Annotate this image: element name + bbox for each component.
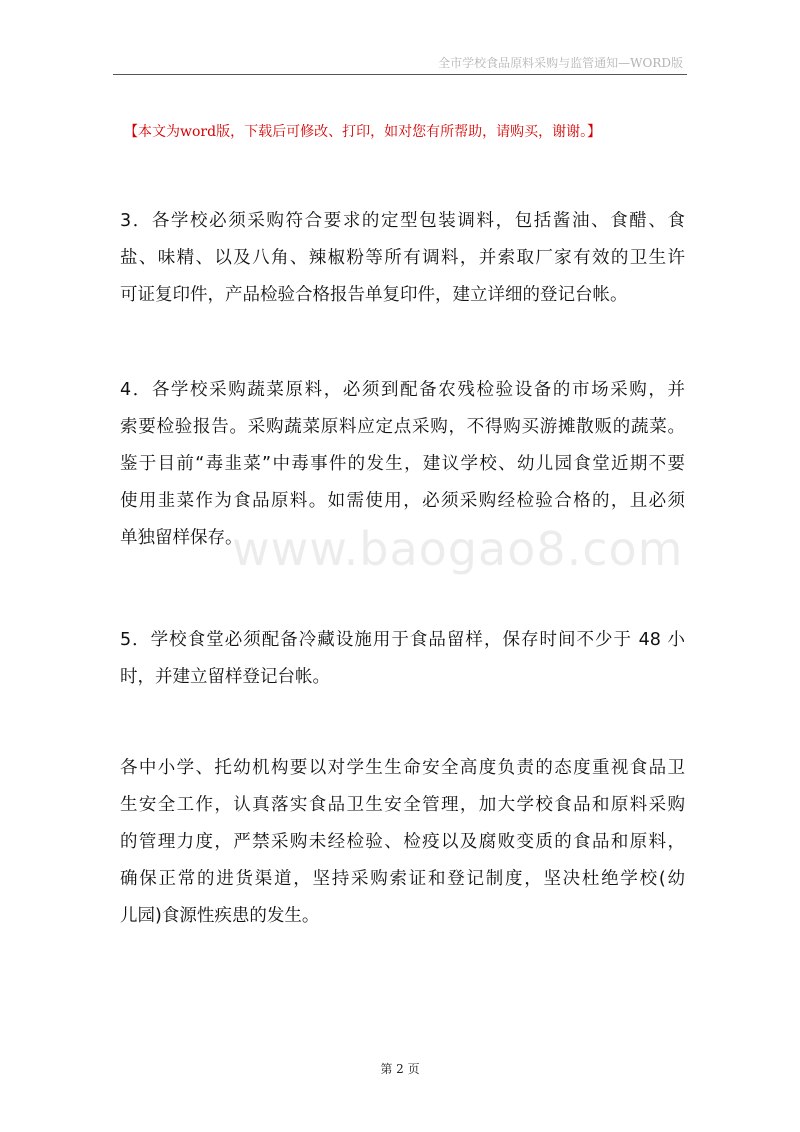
paragraph-line: 4．各学校采购蔬菜原料，必须到配备农残检验设备的市场采购，并 [120,380,685,400]
paragraph-line: 生安全工作，认真落实食品卫生安全管理，加大学校食品和原料采购 [120,795,685,815]
paragraph-line: 鉴于目前“毒韭菜”中毒事件的发生，建议学校、幼儿园食堂近期不要 [120,454,685,474]
paragraph-line: 各中小学、托幼机构要以对学生生命安全高度负责的态度重视食品卫 [120,758,685,778]
page-header-title: 全市学校食品原料采购与监管通知—WORD版 [438,56,683,70]
paragraph-line: 使用韭菜作为食品原料。如需使用，必须采购经检验合格的，且必须 [120,491,685,511]
paragraph-line: 盐、味精、以及八角、辣椒粉等所有调料，并索取厂家有效的卫生许 [120,248,685,268]
purchase-notice: 【本文为word版，下载后可修改、打印，如对您有所帮助，请购买，谢谢。】 [124,124,602,140]
paragraph-line: 儿园)食源性疾患的发生。 [120,906,320,926]
page-number: 第 2 页 [380,1062,420,1076]
watermark: www.baogao8.com [232,522,684,576]
paragraph-line: 的管理力度，严禁采购未经检验、检疫以及腐败变质的食品和原料， [120,832,685,852]
paragraph-line: 单独留样保存。 [120,528,243,548]
paragraph-line: 3．各学校必须采购符合要求的定型包装调料，包括酱油、食醋、食 [120,211,685,231]
paragraph-line: 时，并建立留样登记台帐。 [120,667,330,687]
paragraph-line: 5．学校食堂必须配备冷藏设施用于食品留样，保存时间不少于 48 小 [120,630,685,650]
paragraph-item-5 [120,622,685,696]
paragraph-item-3 [120,203,685,314]
paragraph-line: 可证复印件，产品检验合格报告单复印件，建立详细的登记台帐。 [120,285,628,305]
header-divider [113,74,687,75]
paragraph-summary [120,750,685,935]
paragraph-line: 索要检验报告。采购蔬菜原料应定点采购，不得购买游摊散贩的蔬菜。 [120,417,685,437]
paragraph-line: 确保正常的进货渠道，坚持采购索证和登记制度，坚决杜绝学校(幼 [120,869,685,889]
